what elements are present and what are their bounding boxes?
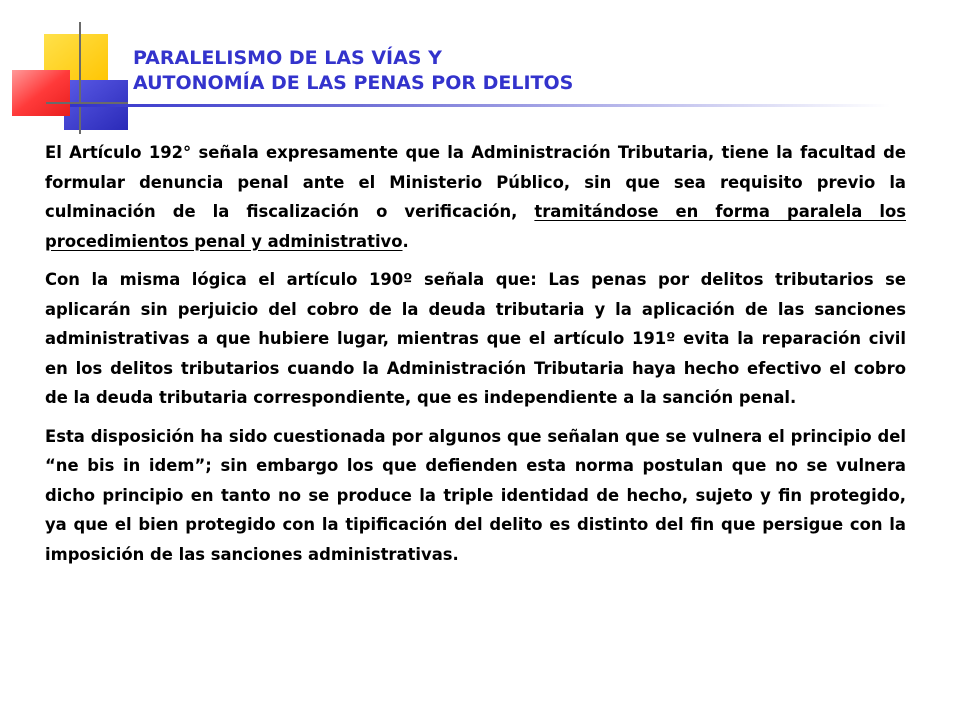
paragraph-3: Esta disposición ha sido cuestionada por algunos que señalan que se vulnera el principio del “ne bis in idem”; sin embargo los que defienden esta norma postulan que no se vulnera dicho principio en tanto no se produce la triple identidad de hecho, sujeto y fin protegido, ya que el bien protegido con la tipificación del delito es distinto del fin que persigue con la imposición de las sanciones administrativas. [45, 426, 906, 564]
title-line-1: PARALELISMO DE LAS VÍAS Y [133, 47, 442, 69]
slide-body [45, 138, 906, 578]
paragraph-2: Con la misma lógica el artículo 190º señala que: Las penas por delitos tributarios se aplicarán sin perjuicio del cobro de la deuda tributaria y la aplicación de las sanciones administrativas a que hubiere lugar, mientras que el artículo 191º evita la reparación civil en los delitos tributarios cuando la Administración Tributaria haya hecho efectivo el cobro de la deuda tributaria correspondiente, que es independiente a la sanción penal. [45, 270, 906, 407]
decorative-squares-logo [0, 0, 140, 140]
slide-title [133, 46, 933, 96]
logo-red-square [12, 70, 70, 116]
paragraph-1-lead: El Artículo 192° señala expresamente que la Administración Tributaria, tiene la facultad de formular denuncia penal ante el Ministerio Público, sin que sea requisito previo la culminación de la fiscalización o verificación, [45, 143, 906, 221]
title-line-2: AUTONOMÍA DE LAS PENAS POR DELITOS [133, 72, 574, 94]
paragraph-1 [45, 138, 906, 256]
title-underline-rule [70, 104, 890, 107]
paragraph-1-tail: . [402, 231, 409, 251]
paragraph-1-underlined: tramitándose en forma paralela los procedimientos penal y administrativo [45, 202, 906, 251]
